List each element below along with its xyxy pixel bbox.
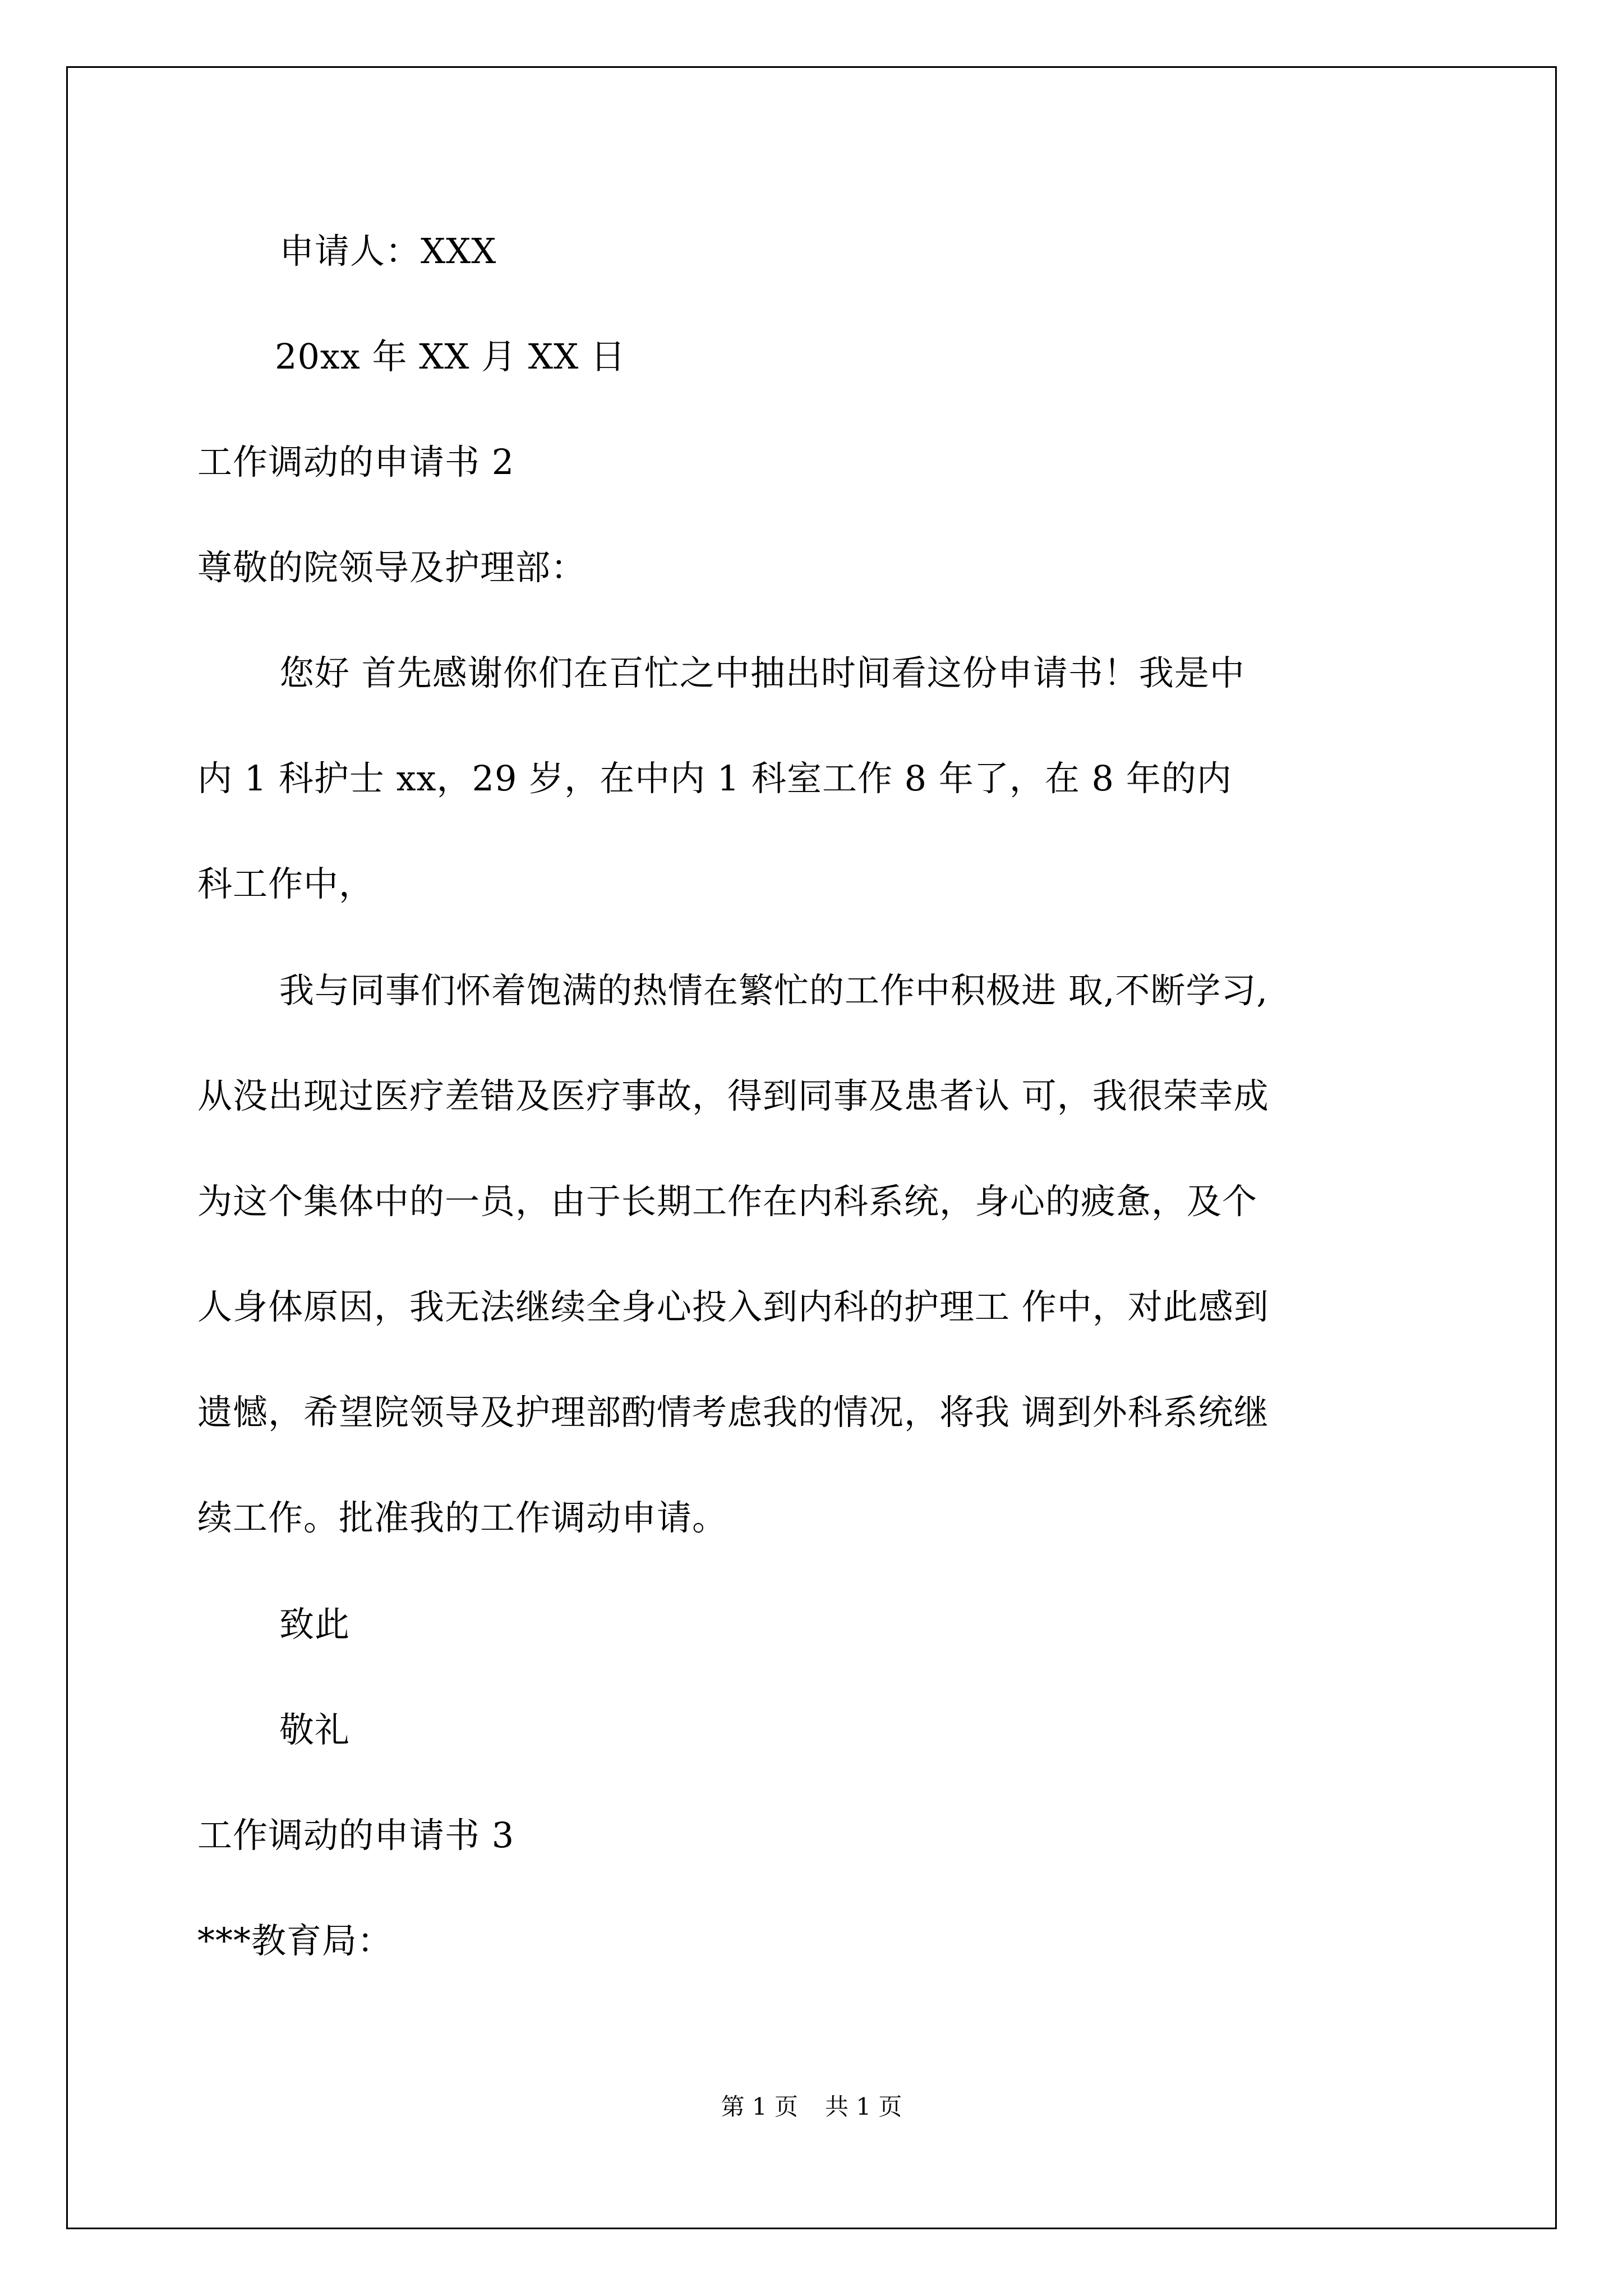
paragraph-line: 为这个集体中的一员，由于长期工作在内科系统，身心的疲惫，及个	[197, 1181, 1258, 1222]
paragraph-line: 人身体原因，我无法继续全身心投入到内科的护理工 作中，对此感到	[197, 1286, 1269, 1327]
recipient-line: ***教育局：	[197, 1920, 393, 1961]
applicant-line: 申请人：XXX	[279, 231, 497, 272]
section-heading-3: 工作调动的申请书 3	[197, 1815, 515, 1856]
paragraph-line: 续工作。批准我的工作调动申请。	[197, 1497, 728, 1538]
paragraph-line: 内 1 科护士 xx，29 岁，在中内 1 科室工作 8 年了，在 8 年的内	[197, 758, 1232, 799]
page-frame	[66, 66, 1557, 2229]
page-footer	[0, 2091, 1623, 2123]
paragraph-line: 从没出现过医疗差错及医疗事故，得到同事及患者认 可，我很荣幸成	[197, 1075, 1269, 1116]
closing-line: 致此	[279, 1604, 351, 1645]
section-heading-2: 工作调动的申请书 2	[197, 441, 515, 482]
paragraph-line: 科工作中，	[197, 863, 375, 904]
salutation-line: 尊敬的院领导及护理部：	[197, 547, 587, 588]
paragraph-line: 遗憾，希望院领导及护理部酌情考虑我的情况，将我 调到外科系统继	[197, 1392, 1269, 1433]
page-total: 共 1 页	[825, 2093, 902, 2120]
closing-line: 敬礼	[279, 1709, 351, 1750]
date-line: 20xx 年 XX 月 XX 日	[275, 336, 626, 377]
paragraph-line: 您好 首先感谢你们在百忙之中抽出时间看这份申请书！我是中	[279, 652, 1245, 693]
page-number: 第 1 页	[721, 2093, 798, 2120]
paragraph-line: 我与同事们怀着饱满的热情在繁忙的工作中积极进 取,不断学习,	[279, 970, 1269, 1011]
